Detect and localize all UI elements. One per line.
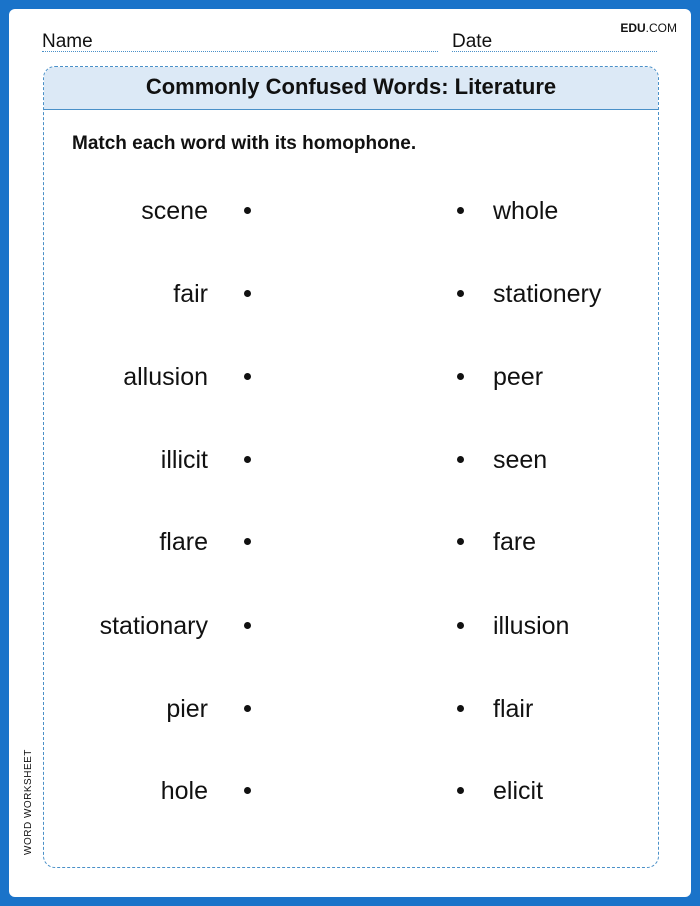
right-word: illusion xyxy=(493,612,570,640)
worksheet-title: Commonly Confused Words: Literature xyxy=(44,67,658,110)
right-dot[interactable] xyxy=(457,290,464,297)
left-word: stationary xyxy=(99,612,208,640)
left-word: hole xyxy=(160,777,208,805)
worksheet-page xyxy=(9,9,691,897)
left-word: scene xyxy=(141,197,208,225)
right-word: fare xyxy=(493,528,537,556)
right-dot[interactable] xyxy=(457,622,464,629)
left-dot[interactable] xyxy=(244,705,251,712)
right-word: whole xyxy=(493,197,559,225)
left-dot[interactable] xyxy=(244,456,251,463)
right-word: stationery xyxy=(493,280,602,308)
left-dot[interactable] xyxy=(244,290,251,297)
left-word: pier xyxy=(166,695,208,723)
match-row xyxy=(44,357,658,397)
side-label: WORD WORKSHEET xyxy=(23,749,34,855)
right-dot[interactable] xyxy=(457,373,464,380)
right-word: seen xyxy=(493,446,548,474)
left-word: allusion xyxy=(123,363,208,391)
match-row xyxy=(44,606,658,646)
date-field[interactable] xyxy=(452,31,657,52)
left-dot[interactable] xyxy=(244,207,251,214)
right-dot[interactable] xyxy=(457,705,464,712)
instruction-text: Match each word with its homophone. xyxy=(72,133,417,154)
left-dot[interactable] xyxy=(244,538,251,545)
left-dot[interactable] xyxy=(244,787,251,794)
worksheet-card xyxy=(43,66,659,868)
brand-logo: EDU.COM xyxy=(620,21,677,35)
match-row xyxy=(44,440,658,480)
match-row xyxy=(44,274,658,314)
name-field[interactable] xyxy=(42,31,438,52)
match-row xyxy=(44,191,658,231)
match-row xyxy=(44,771,658,811)
left-word: flare xyxy=(159,528,208,556)
right-word: peer xyxy=(493,363,544,391)
right-dot[interactable] xyxy=(457,787,464,794)
right-word: flair xyxy=(493,695,534,723)
left-dot[interactable] xyxy=(244,622,251,629)
name-label: Name xyxy=(42,31,93,52)
match-row xyxy=(44,522,658,562)
right-dot[interactable] xyxy=(457,538,464,545)
match-row xyxy=(44,689,658,729)
left-word: illicit xyxy=(160,446,208,474)
left-dot[interactable] xyxy=(244,373,251,380)
date-label: Date xyxy=(452,31,493,52)
right-word: elicit xyxy=(493,777,544,805)
left-word: fair xyxy=(173,280,208,308)
right-dot[interactable] xyxy=(457,207,464,214)
right-dot[interactable] xyxy=(457,456,464,463)
